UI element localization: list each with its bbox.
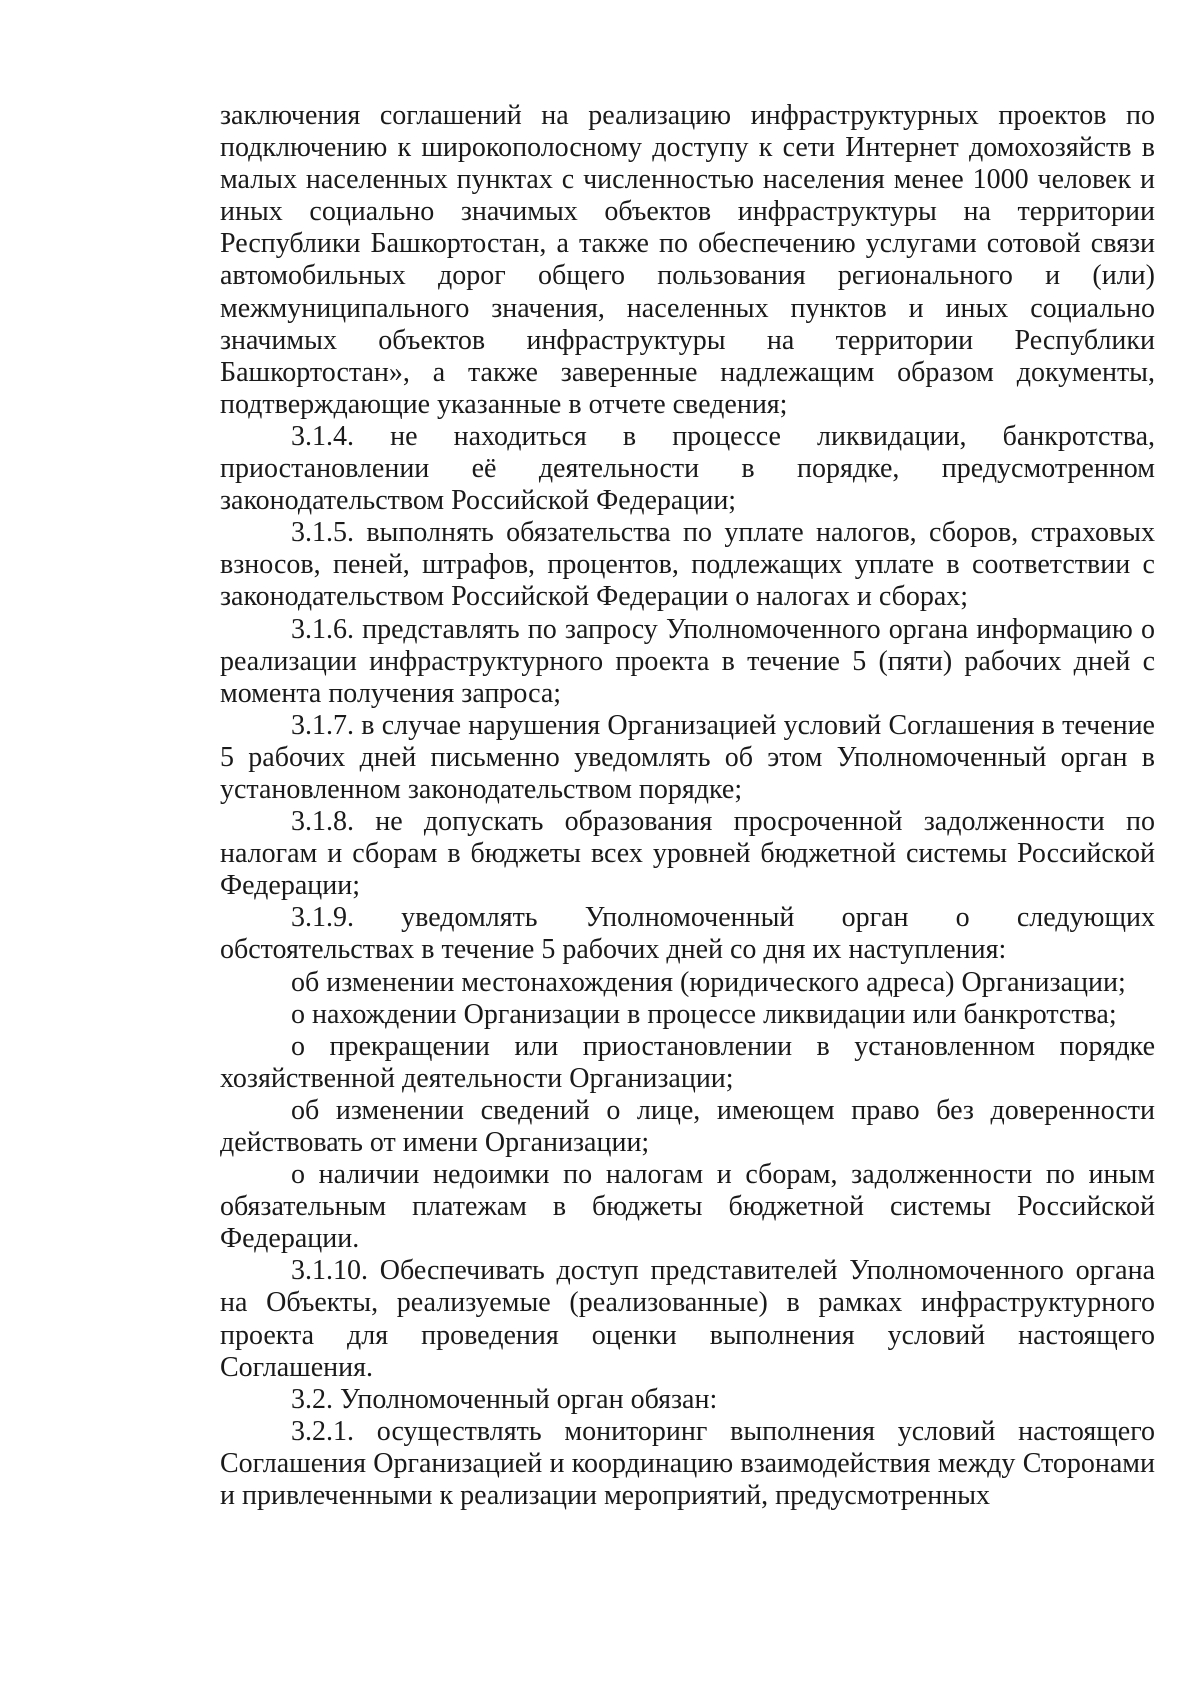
clause-3-1-10: 3.1.10. Обеспечивать доступ представителей Уполномоченного органа на Объекты, реализуемые (реализованные) в рамках инфраструктурного проекта для проведения оценки выполнения условий настоящего Соглашения. [220, 1255, 1155, 1383]
paragraph-continuation: заключения соглашений на реализацию инфраструктурных проектов по подключению к широкополосному доступу к сети Интернет домохозяйств в малых населенных пунктах с численностью населения менее 1000 человек и иных социально значимых объектов инфраструктуры на территории Республики Башкортостан, а также по обеспечению услугами сотовой связи автомобильных дорог общего пользования регионального и (или) межмуниципального значения, населенных пунктов и иных социально значимых объектов инфраструктуры на территории Республики Башкортостан», а также заверенные надлежащим образом документы, подтверждающие указанные в отчете сведения; [220, 100, 1155, 420]
clause-3-1-7: 3.1.7. в случае нарушения Организацией условий Соглашения в течение 5 рабочих дней письменно уведомлять об этом Уполномоченный орган в установленном законодательством порядке; [220, 709, 1155, 805]
clause-3-2-1: 3.2.1. осуществлять мониторинг выполнения условий настоящего Соглашения Организацией и координацию взаимодействия между Сторонами и привлеченными к реализации мероприятий, предусмотренных [220, 1415, 1155, 1512]
clause-3-2: 3.2. Уполномоченный орган обязан: [291, 1383, 718, 1415]
clause-3-1-9: 3.1.9. уведомлять Уполномоченный орган о следующих обстоятельствах в течение 5 рабочих дней со дня их наступления: [220, 902, 1155, 966]
list-item-suspension: о прекращении или приостановлении в установленном порядке хозяйственной деятельности Организации; [220, 1030, 1155, 1094]
clause-3-1-8: 3.1.8. не допускать образования просроченной задолженности по налогам и сборам в бюджеты всех уровней бюджетной системы Российской Федерации; [220, 806, 1155, 902]
document-body [220, 100, 1155, 1512]
clause-3-1-5: 3.1.5. выполнять обязательства по уплате налогов, сборов, страховых взносов, пеней, штрафов, процентов, подлежащих уплате в соответствии с законодательством Российской Федерации о налогах и сборах; [220, 517, 1155, 613]
list-item-liquidation: о нахождении Организации в процессе ликвидации или банкротства; [291, 998, 1117, 1030]
list-item-arrears: о наличии недоимки по налогам и сборам, задолженности по иным обязательным платежам в бюджеты бюджетной системы Российской Федерации. [220, 1159, 1155, 1255]
clause-3-1-4: 3.1.4. не находиться в процессе ликвидации, банкротства, приостановлении её деятельности в порядке, предусмотренном законодательством Российской Федерации; [220, 420, 1155, 517]
clause-3-1-6: 3.1.6. представлять по запросу Уполномоченного органа информацию о реализации инфраструктурного проекта в течение 5 (пяти) рабочих дней с момента получения запроса; [220, 613, 1155, 709]
list-item-authorized-person: об изменении сведений о лице, имеющем право без доверенности действовать от имени Организации; [220, 1094, 1155, 1158]
list-item-address-change: об изменении местонахождения (юридического адреса) Организации; [291, 966, 1126, 998]
